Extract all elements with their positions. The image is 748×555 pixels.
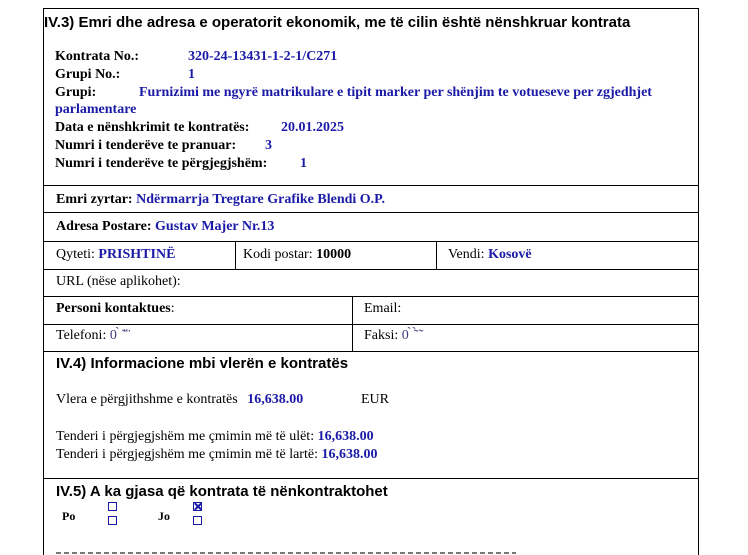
phone-label: Telefoni: [56, 328, 107, 343]
lot-description-line1: Furnizimi me ngyrë matrikulare e tipit marker per shënjim te votueseve per zgjedhjet [139, 85, 652, 100]
top-border [43, 8, 699, 9]
lowest-price-value: 16,638.00 [317, 429, 374, 444]
fax-label: Faksi: [364, 328, 399, 343]
postal-address-value: Gustav Majer Nr.13 [155, 219, 275, 234]
total-value: 16,638.00 [247, 392, 304, 407]
divider [43, 296, 699, 297]
section-iv5-title: IV.5) A ka gjasa që kontrata të nënkontraktohet [56, 483, 388, 500]
contact-person-cell: Personi kontaktues: [56, 301, 175, 316]
lot-no-value: 1 [188, 67, 195, 82]
country-label: Vendi: [448, 247, 485, 262]
no-checkbox[interactable] [193, 516, 202, 525]
yes-checkbox-top[interactable] [108, 502, 117, 511]
sign-date-label: Data e nënshkrimit te kontratës: [55, 120, 250, 135]
divider [43, 185, 699, 186]
divider [43, 241, 699, 242]
city-cell [56, 247, 175, 263]
yes-label: Po [62, 509, 76, 523]
postal-address-row: Adresa Postare: Gustav Majer Nr.13 [56, 219, 275, 234]
lot-label: Grupi: [55, 85, 97, 100]
divider [43, 478, 699, 479]
official-name-value: Ndërmarrja Tregtare Grafike Blendi O.P. [136, 192, 385, 207]
lot-no-label: Grupi No.: [55, 67, 121, 82]
section-iv3-title: IV.3) Emri dhe adresa e operatorit ekonomik, me të cilin është nënshkruar kontrata [44, 14, 631, 31]
highest-price-label: Tenderi i përgjegjshëm me çmimin më të lartë: [56, 447, 318, 462]
yes-checkbox[interactable] [108, 516, 117, 525]
postal-address-label: Adresa Postare [56, 219, 147, 234]
tenders-responsive-value: 1 [300, 156, 307, 171]
phone-cell [56, 328, 128, 344]
total-value-label: Vlera e përgjithshme e kontratës [56, 392, 238, 407]
left-border [43, 8, 44, 555]
email-label: Email: [364, 301, 402, 316]
divider [43, 269, 699, 270]
official-name-label: Emri zyrtar [56, 192, 128, 207]
no-label: Jo [158, 509, 170, 523]
lowest-price-row [56, 429, 374, 445]
city-value: PRISHTINË [98, 247, 176, 262]
contract-no-label: Kontrata No.: [55, 49, 139, 64]
total-value-row [56, 392, 303, 408]
lot-description-line2: parlamentare [55, 102, 137, 117]
postcode-label: Kodi postar: [243, 247, 313, 262]
divider [235, 241, 236, 269]
lowest-price-label: Tenderi i përgjegjshëm me çmimin më të ulët: [56, 429, 315, 444]
divider [43, 212, 699, 213]
right-border [698, 8, 699, 555]
highest-price-row [56, 447, 377, 463]
postcode-cell [243, 247, 351, 263]
divider [43, 351, 699, 352]
fax-value-masked: 0 ̀ ̃ ̀ ̃ [401, 328, 418, 343]
contract-no-value: 320-24-13431-1-2-1/C271 [188, 49, 338, 64]
country-value: Kosovë [488, 247, 532, 262]
divider [436, 241, 437, 269]
cut-off-text-line [56, 548, 516, 555]
tenders-received-label: Numri i tenderëve te pranuar: [55, 138, 237, 153]
contact-person-label: Personi kontaktues [56, 301, 171, 316]
divider [43, 324, 699, 325]
currency: EUR [361, 392, 389, 407]
url-label: URL (nëse aplikohet): [56, 274, 181, 289]
phone-value-masked: 0 ̀ ̃ ̒ ̒ ̇ [109, 328, 129, 343]
official-name-row: Emri zyrtar: Ndërmarrja Tregtare Grafike Blendi O.P. [56, 192, 385, 207]
highest-price-value: 16,638.00 [321, 447, 378, 462]
tenders-received-value: 3 [265, 138, 272, 153]
section-iv4-title: IV.4) Informacione mbi vlerën e kontratës [56, 355, 349, 372]
tenders-responsive-label: Numri i tenderëve te përgjegjshëm: [55, 156, 268, 171]
no-checkbox-checked[interactable] [193, 502, 202, 511]
postcode-value: 10000 [316, 247, 352, 262]
country-cell [448, 247, 532, 263]
city-label: Qyteti: [56, 247, 95, 262]
fax-cell [364, 328, 418, 344]
sign-date-value: 20.01.2025 [281, 120, 344, 135]
